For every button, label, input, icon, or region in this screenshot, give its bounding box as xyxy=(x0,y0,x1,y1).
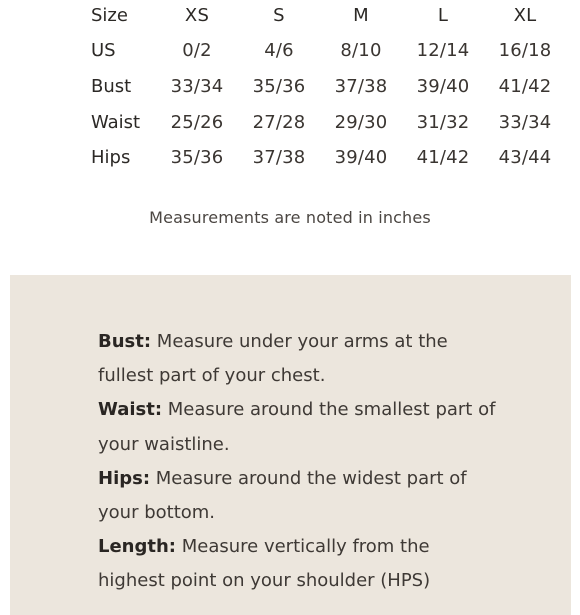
waist-value-m: 29/30 xyxy=(334,112,388,133)
row-label-us: US xyxy=(91,40,116,61)
size-row-hips xyxy=(0,143,580,173)
size-header-s: S xyxy=(273,5,285,26)
bust-value-l: 39/40 xyxy=(416,76,470,97)
us-value-l: 12/14 xyxy=(416,40,470,61)
us-value-s: 4/6 xyxy=(264,40,294,61)
us-value-m: 8/10 xyxy=(340,40,382,61)
hips-value-l: 41/42 xyxy=(416,147,470,168)
guide-item-waist xyxy=(98,393,498,461)
row-label-hips: Hips xyxy=(91,147,131,168)
row-label-bust: Bust xyxy=(91,76,132,97)
guide-text-waist: Measure around the smallest part of your waistline. xyxy=(98,399,496,455)
guide-item-bust xyxy=(98,325,498,393)
measurement-units-note: Measurements are noted in inches xyxy=(149,208,431,227)
hips-value-m: 39/40 xyxy=(334,147,388,168)
guide-item-hips xyxy=(98,462,498,530)
size-row-waist xyxy=(0,108,580,138)
guide-item-length xyxy=(98,530,498,598)
guide-term-hips: Hips: xyxy=(98,467,151,489)
guide-text-hips: Measure around the widest part of your bottom. xyxy=(98,467,467,524)
guide-text-bust: Measure under your arms at the fullest part of your chest. xyxy=(98,331,448,387)
size-header-label: Size xyxy=(91,5,128,26)
size-row-us xyxy=(0,36,580,66)
guide-term-bust: Bust: xyxy=(98,331,152,352)
bust-value-m: 37/38 xyxy=(334,76,388,97)
bust-value-s: 35/36 xyxy=(252,76,306,97)
bust-value-xl: 41/42 xyxy=(498,76,552,97)
guide-text-length: Measure vertically from the highest point on your shoulder (HPS) xyxy=(98,536,431,592)
measuring-guide-text xyxy=(98,325,498,599)
measuring-guide-panel xyxy=(10,275,571,615)
waist-value-xl: 33/34 xyxy=(498,112,552,133)
hips-value-xs: 35/36 xyxy=(170,147,224,168)
size-header-xs: XS xyxy=(184,5,210,26)
us-value-xl: 16/18 xyxy=(498,40,552,61)
guide-term-length: Length: xyxy=(98,536,176,558)
waist-value-s: 27/28 xyxy=(252,112,306,133)
waist-value-l: 31/32 xyxy=(416,112,470,133)
row-label-waist: Waist xyxy=(91,112,141,133)
us-value-xs: 0/2 xyxy=(182,40,212,61)
hips-value-s: 37/38 xyxy=(252,147,306,168)
hips-value-xl: 43/44 xyxy=(498,147,552,168)
size-row-bust xyxy=(0,72,580,102)
size-header-m: M xyxy=(353,5,369,26)
size-header-l: L xyxy=(437,5,449,26)
guide-term-waist: Waist: xyxy=(98,399,163,421)
bust-value-xs: 33/34 xyxy=(170,76,224,97)
waist-value-xs: 25/26 xyxy=(170,112,224,133)
size-header-row xyxy=(0,1,580,31)
size-header-xl: XL xyxy=(513,5,537,26)
